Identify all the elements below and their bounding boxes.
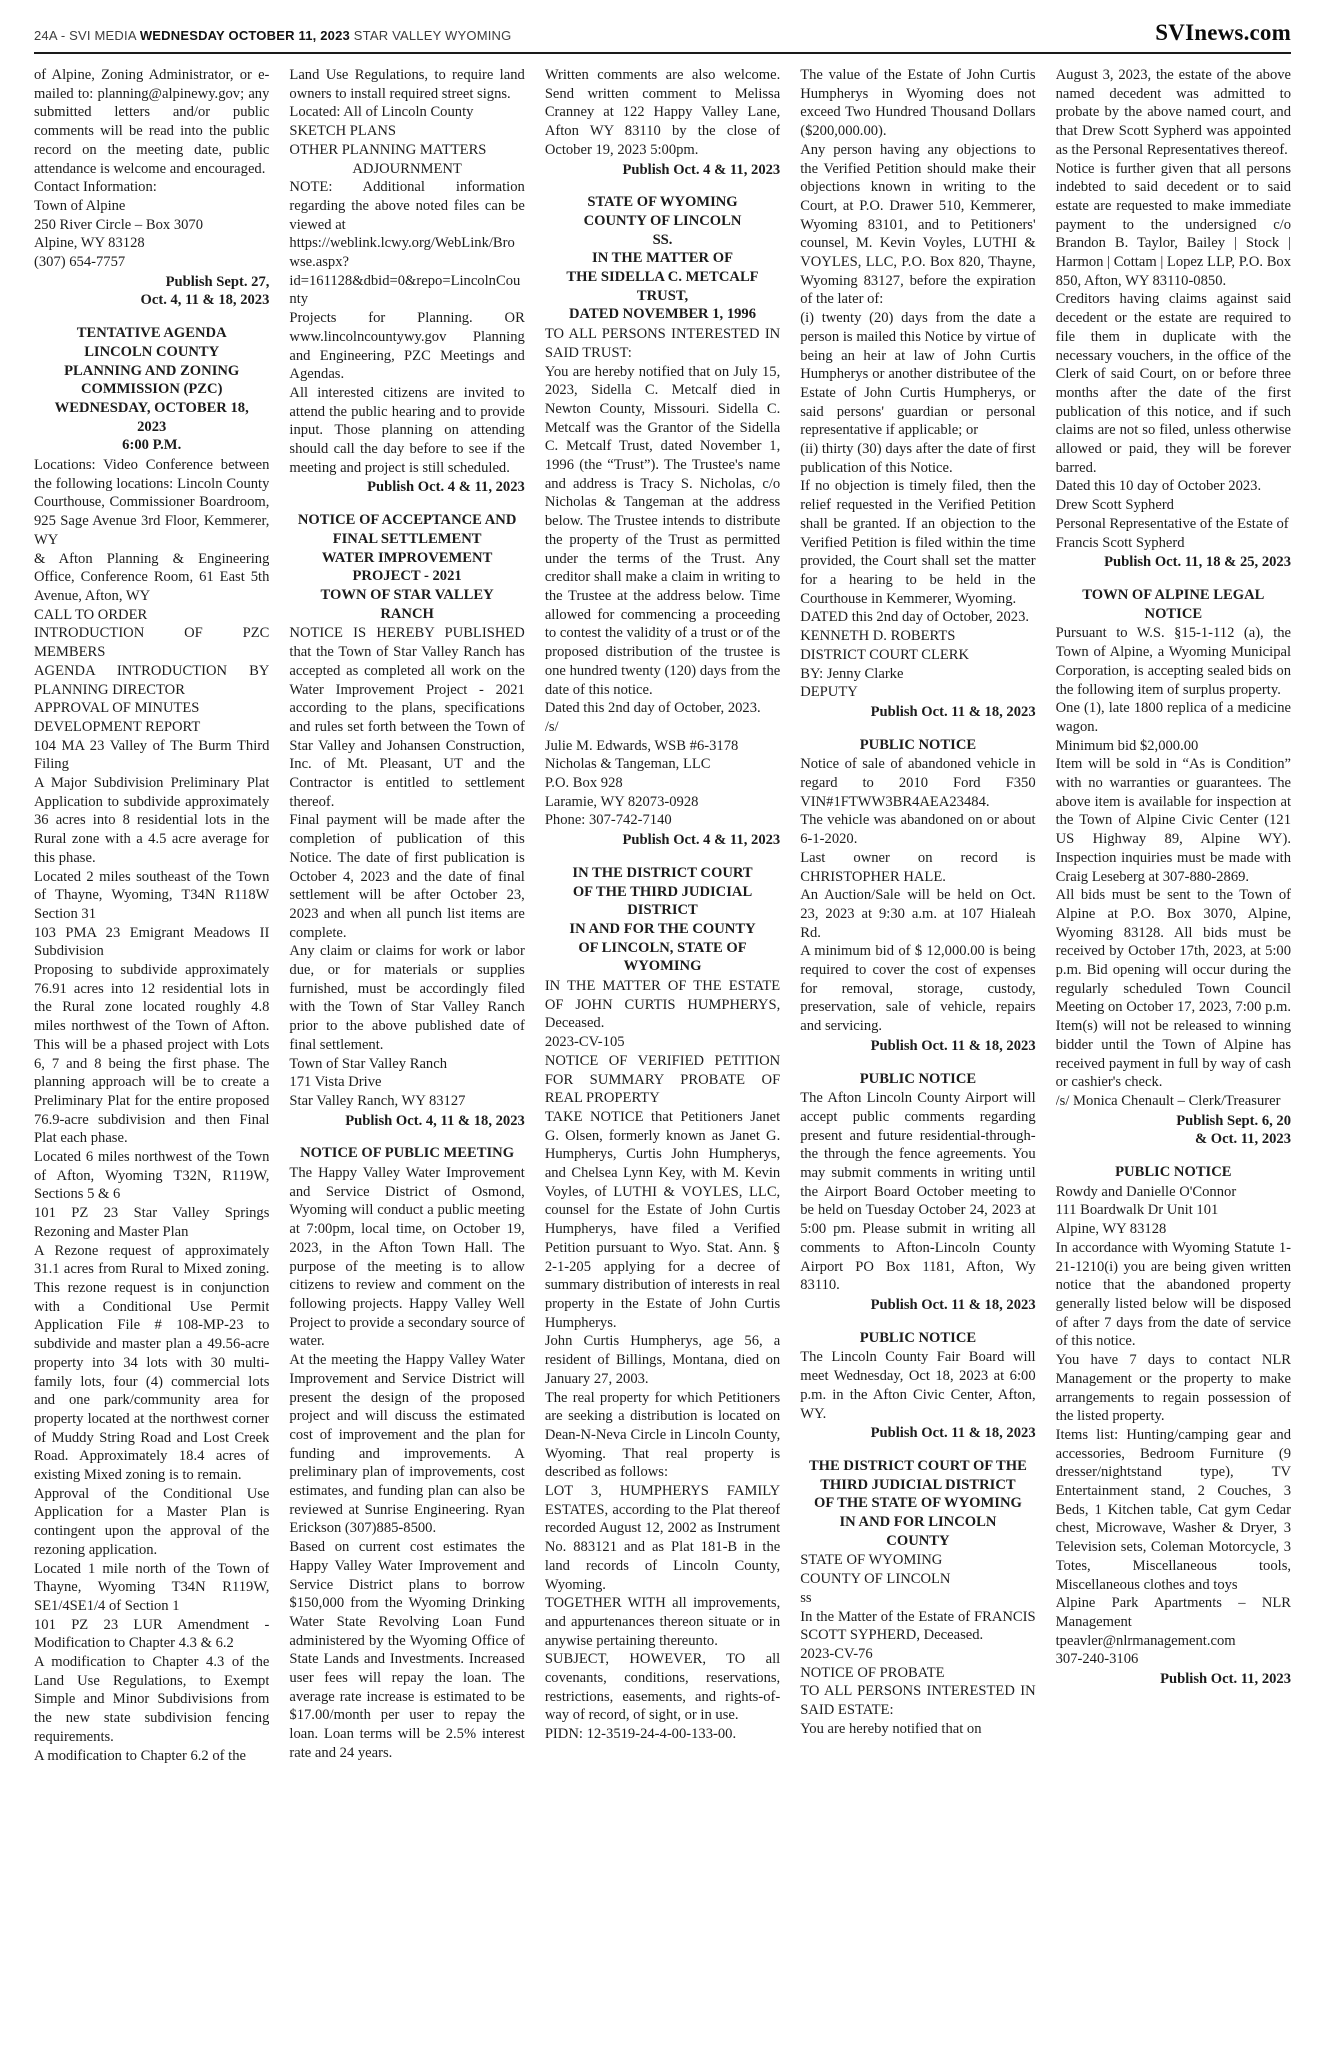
notice-paragraph: TOGETHER WITH all improvements, and appurtenances thereon situate or in anywise pertaining thereunto. — [544, 1595, 781, 1649]
publish-line: Publish Sept. 27, Oct. 4, 11 & 18, 2023 — [140, 273, 270, 309]
notice-paragraph: A Rezone request of approximately 31.1 acres from Rural to Mixed zoning. This rezone request is in conjunction with a Conditional Use Permit Application File # 108-MP-23 to subdivide and master plan a 49.56-acre property into 34 lots with 30 multi-family lots, four (4) commercial lots and one park/community area for property located at the northwest corner of Muddy String Road and Lost Creek Road. Approximately 18.4 acres of existing Mixed zoning is to remain. — [34, 1242, 270, 1484]
notice-paragraph: Located 6 miles northwest of the Town of Afton, Wyoming T32N, R119W, Sections 5 & 6 — [34, 1149, 270, 1203]
notice-paragraph: NOTICE IS HEREBY PUBLISHED that the Town of Star Valley Ranch has accepted as completed all work on the Water Improvement Project - 2021 according to the plans, specifications and rules set forth between the Town of Star Valley and Johansen Construction, Inc. of Mt. Pleasant, UT and the Contractor is entitled to settlement thereof. — [289, 625, 525, 810]
notice-paragraph: 103 PMA 23 Emigrant Meadows II Subdivision — [34, 924, 270, 960]
notice-paragraph: TO ALL PERSONS INTERESTED IN SAID TRUST: — [544, 326, 781, 361]
publish-line: Publish Oct. 4, 11 & 18, 2023 — [345, 1112, 525, 1129]
notice-paragraph: If no objection is timely filed, then the relief requested in the Verified Petition shall be granted. If an objection to the Verified Petition is filed within the time provided, the Court shall set the matter for a hearing to be held in the Courthouse in Kemmerer, Wyoming. — [800, 478, 1036, 607]
notice-paragraph: TAKE NOTICE that Petitioners Janet G. Olsen, formerly known as Janet G. Humpherys, Curtis John Humpherys, and Chelsea Lynn Key, with M. Kevin Voyles, of LUTHI & VOYLES, LLC, counsel for the Estate of John Curtis Humpherys, have filed a Verified Petition pursuant to Wyo. Stat. Ann. § 2-1-205 applying for a decree of summary distribution of interests in real property in the Estate of John Curtis Humpherys. — [544, 1108, 781, 1331]
notice-paragraph: Notice of sale of abandoned vehicle in regard to 2010 Ford F350 VIN#1FTWW3BR4AEA23484. — [800, 756, 1036, 810]
notice-paragraph: The Afton Lincoln County Airport will accept public comments regarding present and future residential-through-the through the fence agreements. You may submit comments in writing until the Airport Board October meeting to be held on Tuesday October 24, 2023 at 5:00 pm. Please submit in writing all comments to Afton-Lincoln County Airport PO Box 1181, Afton, Wy 83110. — [800, 1090, 1036, 1294]
notice-heading: NOTICE OF PUBLIC MEETING — [300, 1145, 515, 1162]
notice-heading: PUBLIC NOTICE — [859, 1070, 977, 1087]
notice-heading: PUBLIC NOTICE — [859, 1329, 977, 1346]
column-1 — [34, 66, 269, 2018]
notice-paragraph: Personal Representative of the Estate of — [1055, 515, 1289, 532]
notice-heading: STATE OF WYOMING COUNTY OF LINCOLN SS. IN THE MATTER OF THE SIDELLA C. METCALF TRUST, DATED NOVEMBER 1, 1996 — [566, 194, 759, 323]
column-2 — [289, 66, 524, 2018]
notice-paragraph: You are hereby notified that on July 15, 2023, Sidella C. Metcalf died in Newton County, Missouri. Sidella C. Metcalf was the Grantor of the Sidella C. Metcalf Trust, dated November 1, 1996 (the “Trust”). The Trustee's name and address is Tracy S. Nicholas, c/o Nicholas & Tangeman at the address below. The Trustee intends to distribute the property of the Trust as permitted under the terms of the Trust. Any creditor shall make a claim in writing to the Trustee at the address below. Time allowed for commencing a proceeding to contest the validity of a trust or of the proposed distribution of the trustee is one hundred twenty (120) days from the date of this notice. — [544, 363, 781, 698]
notice-heading: PUBLIC NOTICE — [1115, 1164, 1232, 1181]
notice-gap — [1056, 1151, 1291, 1162]
notice-paragraph: IN THE MATTER OF THE ESTATE OF JOHN CURTIS HUMPHERYS, Deceased. — [544, 978, 781, 1032]
notice-paragraph: The real property for which Petitioners are seeking a distribution is located on Dean-N-Neva Circle in Lincoln County, Wyoming. That real property is described as follows: — [544, 1389, 781, 1481]
column-3 — [545, 66, 780, 2018]
publish-line: Publish Oct. 11 & 18, 2023 — [870, 1037, 1036, 1054]
notice-paragraph: At the meeting the Happy Valley Water Improvement and Service District will present the design of the proposed project and will discuss the estimated cost of improvement and the plan for funding and improvements. A preliminary plan of improvements, cost estimates, and funding plan can also be reviewed at Sunrise Engineering. Ryan Erickson (307)885-8500. — [289, 1352, 525, 1537]
notice-line: Julie M. Edwards, WSB #6-3178 — [544, 737, 739, 754]
notice-paragraph: Creditors having claims against said decedent or the estate are required to file them in duplicate with the necessary vouchers, in the office of the Clerk of said Court, on or before three months after the date of the first publication of this notice, and if such claims are not so filed, unless otherwise allowed or paid, they will be forever barred. — [1055, 291, 1291, 476]
notice-paragraph: All interested citizens are invited to attend the public hearing and to provide input. Those planning on attending should call the day before to see if the meeting and project is still scheduled. — [289, 384, 525, 476]
notice-heading: IN THE DISTRICT COURT OF THE THIRD JUDICIAL DISTRICT IN AND FOR THE COUNTY OF LINCOLN, STATE OF WYOMING — [569, 864, 756, 975]
notice-gap — [800, 1317, 1035, 1328]
notice-paragraph: Located: All of Lincoln County — [289, 104, 474, 121]
notice-line: DISTRICT COURT CLERK — [800, 646, 970, 663]
notice-paragraph: Approval of the Conditional Use Application for a Master Plan is contingent upon the approval of the rezoning application. — [34, 1485, 270, 1558]
notice-paragraph: Pursuant to W.S. §15-1-112 (a), the Town of Alpine, a Wyoming Municipal Corporation, is accepting sealed bids on the following item of surplus property. — [1055, 625, 1291, 698]
notice-line: Alpine, WY 83128 — [34, 235, 145, 252]
notice-line: CALL TO ORDER — [34, 606, 148, 623]
notice-line: Alpine, WY 83128 — [1055, 1221, 1167, 1238]
notice-line: 2023-CV-76 — [800, 1645, 873, 1662]
notice-line: (307) 654-7757 — [34, 254, 126, 271]
publish-line: Publish Oct. 4 & 11, 2023 — [622, 832, 781, 849]
notice-paragraph: Dated this 2nd day of October, 2023. — [544, 700, 761, 717]
publish-line: Publish Oct. 11 & 18, 2023 — [870, 1297, 1036, 1313]
notice-heading: TOWN OF ALPINE LEGAL NOTICE — [1082, 586, 1265, 622]
legal-notices-columns — [34, 66, 1291, 2018]
notice-line: 171 Vista Drive — [289, 1074, 382, 1091]
notice-line: ss — [800, 1589, 812, 1606]
notice-paragraph: Located 1 mile north of the Town of Thayne, Wyoming T34N R119W, SE1/4SE1/4 of Section 1 — [34, 1560, 270, 1614]
notice-paragraph: John Curtis Humpherys, age 56, a resident of Billings, Montana, died on January 27, 2003. — [544, 1333, 781, 1387]
notice-paragraph: 104 MA 23 Valley of The Burm Third Filing — [34, 737, 270, 773]
notice-paragraph: Alpine Park Apartments – NLR Management — [1055, 1595, 1291, 1630]
notice-line: COUNTY OF LINCOLN — [800, 1571, 951, 1588]
notice-line: APPROVAL OF MINUTES — [34, 700, 200, 717]
notice-paragraph: August 3, 2023, the estate of the above named decedent was admitted to probate by the above named court, and that Drew Scott Sypherd was appointed as the Personal Representatives thereof. — [1055, 67, 1291, 158]
notice-paragraph: Locations: Video Conference between the following locations: Lincoln County Courthouse, Commissioner Boardroom, 925 Sage Avenue 3rd Floor, Kemmerer, WY — [34, 457, 270, 548]
notice-paragraph: (ii) thirty (30) days after the date of first publication of this Notice. — [800, 441, 1036, 476]
notice-heading: PUBLIC NOTICE — [859, 736, 977, 753]
notice-paragraph: Dated this 10 day of October 2023. — [1055, 478, 1262, 495]
notice-paragraph: & Afton Planning & Engineering Office, Conference Room, 61 East 5th Avenue, Afton, WY — [34, 550, 270, 604]
publish-line: Publish Oct. 4 & 11, 2023 — [622, 161, 781, 178]
notice-paragraph: In the Matter of the Estate of FRANCIS SCOTT SYPHERD, Deceased. — [800, 1608, 1036, 1644]
notice-gap — [289, 1132, 524, 1143]
notice-paragraph: NOTICE OF VERIFIED PETITION FOR SUMMARY PROBATE OF REAL PROPERTY — [544, 1052, 781, 1107]
column-4 — [800, 66, 1035, 2018]
notice-paragraph: of Alpine, Zoning Administrator, or e-mailed to: planning@alpinewy.gov; any submitted letters and/or public comments will be read into the public record on the meeting date, public attendance is welcome and encouraged. — [34, 67, 270, 177]
publish-line: Publish Oct. 11 & 18, 2023 — [870, 703, 1036, 720]
notice-line: Phone: 307-742-7140 — [544, 812, 672, 829]
publish-line: Publish Sept. 6, 20 & Oct. 11, 2023 — [1176, 1112, 1291, 1148]
notice-paragraph: In accordance with Wyoming Statute 1-21-1210(i) you are being given written notice that the abandoned property generally listed below will be disposed of after 7 days from the date of service of this notice. — [1055, 1239, 1291, 1350]
notice-paragraph: A modification to Chapter 4.3 of the Land Use Regulations, to Exempt Simple and Minor Subdivisions from the new state subdivision fencing requirements. — [34, 1654, 270, 1745]
notice-paragraph: The vehicle was abandoned on or about 6-1-2020. — [800, 812, 1036, 848]
notice-line: Town of Star Valley Ranch — [289, 1055, 447, 1072]
publish-line: Publish Oct. 4 & 11, 2023 — [367, 479, 525, 496]
notice-paragraph: INTRODUCTION OF PZC MEMBERS — [34, 625, 270, 661]
notice-paragraph: LOT 3, HUMPHERYS FAMILY ESTATES, according to the Plat thereof recorded August 12, 2002 as Instrument No. 883121 and as Plat 181-B in the land records of Lincoln County, Wyoming. — [544, 1483, 781, 1593]
publish-line: Publish Oct. 11 & 18, 2023 — [870, 1425, 1036, 1442]
notice-line: Contact Information: — [34, 179, 157, 196]
notice-paragraph: Items list: Hunting/camping gear and accessories, Bedroom Furniture (9 dresser/nightstand type), TV Entertainment stand, 2 Couches, 3 Beds, 1 Kitchen table, Cat gym Cedar chest, Microwave, Washer & Dryer, 3 Television sets, Coleman Motorcycle, 3 Totes, Miscellaneous tools, Miscellaneous clothes and toys — [1055, 1426, 1291, 1593]
notice-paragraph: You are hereby notified that on — [800, 1720, 982, 1737]
notice-paragraph: Last owner on record is CHRISTOPHER HALE. — [800, 849, 1036, 885]
notice-paragraph: An Auction/Sale will be held on Oct. 23, 2023 at 9:30 a.m. at 107 Hialeah Rd. — [800, 887, 1036, 941]
notice-line: tpeavler@nlrmanagement.com — [1055, 1632, 1236, 1649]
notice-paragraph: SUBJECT, HOWEVER, TO all covenants, conditions, reservations, restrictions, easements, and rights-of-way of record, of sight, or in use. — [544, 1651, 781, 1724]
notice-paragraph: Written comments are also welcome. Send written comment to Melissa Cranney at 122 Happy Valley Lane, Afton WY 83110 by the close of October 19, 2023 5:00pm. — [544, 67, 781, 158]
notice-line: Drew Scott Sypherd — [1055, 497, 1174, 514]
notice-paragraph: Final payment will be made after the completion of publication of this Notice. The date of first publication is October 4, 2023 and the date of final settlement will be after October 23, 2023 and when all punch list items are complete. — [289, 812, 525, 941]
notice-line: SKETCH PLANS — [289, 123, 397, 140]
notice-paragraph: (i) twenty (20) days from the date a person is mailed this Notice by virtue of being an heir at law of John Curtis Humpherys or another distributee of the Estate of John Curtis Humpherys, or said persons' guardian or personal representative if applicable; or — [800, 310, 1036, 439]
notice-gap — [34, 312, 269, 323]
notice-line: P.O. Box 928 — [544, 775, 623, 792]
notice-line: NOTICE OF PROBATE — [800, 1664, 945, 1681]
notice-paragraph: AGENDA INTRODUCTION BY PLANNING DIRECTOR — [34, 662, 270, 698]
header-rule — [34, 52, 1291, 54]
notice-paragraph: NOTE: Additional information regarding the above noted files can be viewed at — [289, 179, 525, 233]
notice-line: 111 Boardwalk Dr Unit 101 — [1055, 1202, 1219, 1219]
notice-line: Rowdy and Danielle O'Connor — [1055, 1183, 1237, 1200]
notice-paragraph: A minimum bid of $ 12,000.00 is being required to cover the cost of expenses for removal, storage, custody, preservation, sale of vehicle, repairs and servicing. — [800, 943, 1036, 1035]
page-number-label: 24A - SVI MEDIA — [34, 28, 136, 43]
notice-line: DEPUTY — [800, 684, 858, 701]
notice-paragraph: Based on current cost estimates the Happy Valley Water Improvement and Service District plans to borrow $150,000 from the Wyoming Drinking Water State Revolving Loan Fund administered by the Wyoming Office of State Lands and Investments. Increased user fees will repay the loan. The average rate increase is estimated to be $17.00/month per user to repay the loan. Loan terms will be 2.5% interest rate and 24 years. — [289, 1539, 525, 1761]
notice-line: DEVELOPMENT REPORT — [34, 718, 201, 735]
notice-paragraph: 101 PZ 23 LUR Amendment - Modification to Chapter 4.3 & 6.2 — [34, 1616, 270, 1652]
notice-line: /s/ — [544, 718, 559, 735]
notice-paragraph: /s/ Monica Chenault – Clerk/Treasurer — [1055, 1092, 1281, 1109]
notice-paragraph: Land Use Regulations, to require land owners to install required street signs. — [289, 67, 525, 102]
notice-paragraph: TO ALL PERSONS INTERESTED IN SAID ESTATE: — [800, 1683, 1036, 1719]
publish-line: Publish Oct. 11, 18 & 25, 2023 — [1104, 554, 1291, 571]
notice-gap — [800, 1058, 1035, 1069]
notice-paragraph: The Lincoln County Fair Board will meet Wednesday, Oct 18, 2023 at 6:00 p.m. in the Afton Civic Center, Afton, WY. — [800, 1349, 1036, 1422]
notice-paragraph: https://weblink.lcwy.org/WebLink/Browse.aspx?id=161128&dbid=0&repo=LincolnCounty — [289, 235, 521, 308]
notice-gap — [545, 852, 780, 863]
notice-gap — [545, 181, 780, 192]
notice-paragraph: A Major Subdivision Preliminary Plat Application to subdivide approximately 36 acres into 8 residential lots in the Rural zone with a 4.5 acre average for this phase. — [34, 775, 270, 866]
notice-paragraph: The value of the Estate of John Curtis Humpherys in Wyoming does not exceed Two Hundred Thousand Dollars ($200,000.00). — [800, 67, 1036, 140]
notice-paragraph: The Happy Valley Water Improvement and Service District of Osmond, Wyoming will conduct a public meeting at 7:00pm, local time, on October 19, 2023, in the Afton Town Hall. The purpose of the meeting is to allow citizens to review and comment on the following projects. Happy Valley Well Project to provide a secondary source of water. — [289, 1165, 525, 1350]
publish-line: Publish Oct. 11, 2023 — [1160, 1671, 1291, 1688]
notice-line: Star Valley Ranch, WY 83127 — [289, 1092, 466, 1109]
notice-gap — [800, 724, 1035, 735]
column-5 — [1056, 66, 1291, 2018]
notice-line: Francis Scott Sypherd — [1055, 534, 1185, 551]
notice-paragraph: Any person having any objections to the Verified Petition should make their objections known in writing to the Court, at P.O. Drawer 510, Kemmerer, Wyoming 83101, and to Petitioners' counsel, M. Kevin Voyles, LUTHI & VOYLES, LLC, P.O. Box 820, Thayne, Wyoming 83127, before the expiration of the later of: — [800, 141, 1036, 308]
notice-heading: NOTICE OF ACCEPTANCE AND FINAL SETTLEMENT WATER IMPROVEMENT PROJECT - 2021 TOWN OF STAR VALLEY RANCH — [297, 512, 517, 622]
notice-paragraph: DATED this 2nd day of October, 2023. — [800, 609, 1030, 626]
site-brand: SVInews.com — [1155, 20, 1291, 45]
notice-paragraph: Minimum bid $2,000.00 — [1055, 737, 1199, 754]
notice-gap — [800, 1445, 1035, 1456]
notice-gap — [289, 499, 524, 510]
page-header — [34, 20, 1291, 46]
notice-line: 2023-CV-105 — [544, 1034, 625, 1051]
notice-paragraph: Located 2 miles southeast of the Town of Thayne, Wyoming, T34N R118W Section 31 — [34, 868, 270, 922]
notice-line: Nicholas & Tangeman, LLC — [544, 756, 711, 773]
notice-paragraph: Any claim or claims for work or labor due, or for materials or supplies furnished, must be accordingly filed with the Town of Star Valley Ranch prior to the above published date of final settlement. — [289, 943, 525, 1053]
notice-line: Town of Alpine — [34, 197, 126, 214]
notice-paragraph: All bids must be sent to the Town of Alpine at P.O. Box 3070, Alpine, Wyoming 83128. All bids must be received by October 17th, 2023, at 5:00 p.m. Bid opening will occur during the regularly scheduled Town Council Meeting on October 17, 2023, 7:00 p.m. Item(s) will not be released to winning bidder until the Town of Alpine has received payment in full by way of cash or cashier's check. — [1055, 887, 1291, 1091]
notice-line: STATE OF WYOMING — [800, 1552, 943, 1569]
notice-paragraph: Item will be sold in “As is Condition” with no warranties or guarantees. The above item is available for inspection at the Town of Alpine Civic Center (121 US Highway 89, Alpine WY). Inspection inquiries must be made with Craig Leseberg at 307-880-2869. — [1055, 756, 1291, 885]
notice-line: KENNETH D. ROBERTS — [800, 628, 956, 645]
notice-paragraph: Projects for Planning. OR www.lincolncountywy.gov Planning and Engineering, PZC Meetings and Agendas. — [289, 310, 525, 383]
issue-date: WEDNESDAY OCTOBER 11, 2023 — [139, 28, 350, 43]
masthead-left — [34, 28, 511, 43]
notice-paragraph: Notice is further given that all persons indebted to said decedent or to said estate are requested to make immediate payment to the undersigned c/o Brandon B. Taylor, Bailey | Stock | Harmon | Cottam | Lopez LLP, P.O. Box 850, Afton, WY 83110-0850. — [1055, 160, 1291, 289]
notice-heading: THE DISTRICT COURT OF THE THIRD JUDICIAL DISTRICT OF THE STATE OF WYOMING IN AND FOR LINCOLN COUNTY — [808, 1457, 1027, 1549]
notice-line: OTHER PLANNING MATTERS — [289, 141, 487, 158]
notice-centered-line: ADJOURNMENT — [352, 160, 462, 177]
notice-paragraph: PIDN: 12-3519-24-4-00-133-00. — [544, 1726, 737, 1743]
notice-line: 307-240-3106 — [1055, 1651, 1139, 1668]
notice-paragraph: A modification to Chapter 6.2 of the — [34, 1747, 246, 1764]
notice-paragraph: Proposing to subdivide approximately 76.91 acres into 12 residential lots in the Rural zone located roughly 4.8 miles northwest of the Town of Afton. This will be a phased project with Lots 6, 7 and 8 being the first phase. The planning approach will be to create a Preliminary Plat for the entire proposed 76.9-acre subdivision and then Final Plat each phase. — [34, 962, 270, 1147]
notice-line: Laramie, WY 82073-0928 — [544, 793, 699, 810]
notice-paragraph: 101 PZ 23 Star Valley Springs Rezoning and Master Plan — [34, 1205, 270, 1240]
notice-line: 250 River Circle – Box 3070 — [34, 216, 204, 233]
notice-paragraph: One (1), late 1800 replica of a medicine wagon. — [1055, 700, 1291, 735]
notice-line: BY: Jenny Clarke — [800, 665, 904, 682]
region-label: STAR VALLEY WYOMING — [353, 28, 512, 43]
notice-paragraph: You have 7 days to contact NLR Management or the property to make arrangements to regain possession of the listed property. — [1055, 1352, 1291, 1425]
notice-gap — [1056, 574, 1291, 585]
notice-heading: TENTATIVE AGENDA LINCOLN COUNTY PLANNING AND ZONING COMMISSION (PZC) WEDNESDAY, OCTOBER 18, 2023 6:00 P.M. — [54, 325, 249, 454]
